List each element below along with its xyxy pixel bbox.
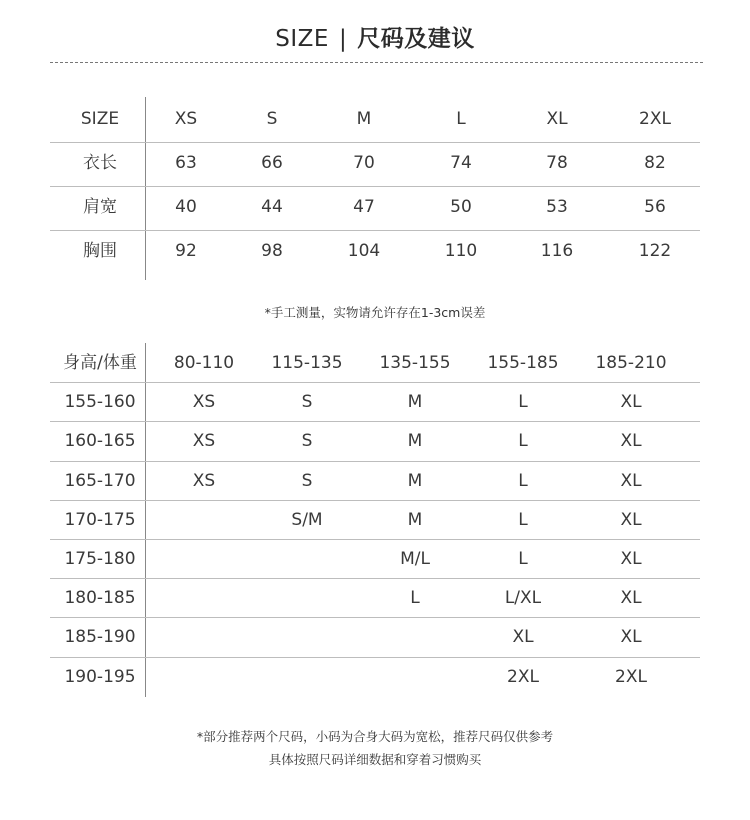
recommended-size: L/XL xyxy=(504,588,542,609)
height-range: 155-160 xyxy=(64,392,136,413)
recommendation-row xyxy=(50,421,700,460)
measurement-value: 74 xyxy=(450,153,472,173)
recommended-size xyxy=(365,617,465,656)
height-range: 175-180 xyxy=(64,549,136,569)
recommendation-header xyxy=(50,343,700,382)
measurement-note: *手工测量，实物请允许存在1-3cm误差 xyxy=(264,305,486,320)
recommendation-row xyxy=(50,500,700,539)
height-range: 165-170 xyxy=(64,470,136,491)
size-label: M xyxy=(356,109,372,129)
measurement-value: 110 xyxy=(444,241,478,261)
measurement-value: 56 xyxy=(644,197,666,217)
measurement-name: 衣长 xyxy=(83,153,117,173)
height-range: 190-195 xyxy=(64,666,136,687)
measurement-value: 40 xyxy=(175,197,197,217)
recommended-size: S/M xyxy=(291,509,323,530)
measurement-value: 116 xyxy=(540,241,574,261)
recommendation-row xyxy=(50,578,700,617)
recommended-size xyxy=(257,657,357,696)
measurement-value: 44 xyxy=(261,197,283,217)
size-label: XL xyxy=(546,109,568,129)
page-title xyxy=(0,20,750,53)
weight-range: 185-210 xyxy=(595,353,667,373)
recommended-size xyxy=(156,500,252,539)
recommended-size: XL xyxy=(620,392,642,413)
size-table-row xyxy=(50,141,700,185)
recommended-size: M xyxy=(407,392,423,413)
recommended-size: L xyxy=(518,509,528,530)
size-table-header xyxy=(50,97,700,141)
height-weight-label: 身高/体重 xyxy=(63,353,137,373)
measurement-value: 47 xyxy=(353,197,375,217)
recommended-size: XL xyxy=(620,470,642,491)
recommended-size: L xyxy=(410,588,420,609)
recommended-size: S xyxy=(301,431,313,452)
recommended-size: L xyxy=(518,470,528,491)
size-label: 2XL xyxy=(639,109,671,129)
recommended-size: XL xyxy=(620,549,642,569)
recommended-size: XL xyxy=(620,627,642,648)
dotted-divider xyxy=(50,62,703,63)
measurement-value: 104 xyxy=(347,241,381,261)
recommended-size xyxy=(257,578,357,617)
recommended-size: XL xyxy=(620,431,642,452)
measurement-value: 82 xyxy=(644,153,666,173)
recommendation-row xyxy=(50,461,700,500)
recommendation-row xyxy=(50,617,700,656)
recommended-size: L xyxy=(518,431,528,452)
measurement-name: 胸围 xyxy=(83,241,117,261)
size-label: XS xyxy=(174,109,198,129)
measurement-value: 70 xyxy=(353,153,375,173)
recommended-size xyxy=(156,617,252,656)
recommendation-row xyxy=(50,382,700,421)
recommended-size: S xyxy=(301,470,313,491)
recommended-size: XL xyxy=(620,588,642,609)
measurement-value: 98 xyxy=(261,241,283,261)
weight-range: 80-110 xyxy=(173,353,235,373)
recommended-size: M/L xyxy=(400,549,430,569)
footnote-line-1: *部分推荐两个尺码，小码为合身大码为宽松，推荐尺码仅供参考 xyxy=(196,729,554,744)
size-table-row xyxy=(50,185,700,229)
title-separator: | xyxy=(338,26,348,52)
recommended-size xyxy=(257,617,357,656)
recommended-size: L xyxy=(518,549,528,569)
measurement-value: 53 xyxy=(546,197,568,217)
recommended-size: 2XL xyxy=(615,666,647,687)
recommended-size xyxy=(365,657,465,696)
recommended-size: XL xyxy=(512,627,534,648)
recommended-size: M xyxy=(407,509,423,530)
measurement-value: 92 xyxy=(175,241,197,261)
recommended-size: XL xyxy=(620,509,642,530)
height-range: 170-175 xyxy=(64,509,136,530)
size-label: S xyxy=(266,109,278,129)
height-range: 180-185 xyxy=(64,588,136,609)
recommended-size: S xyxy=(301,392,313,413)
title-zh: 尺码及建议 xyxy=(357,26,475,52)
recommended-size xyxy=(156,539,252,578)
recommended-size xyxy=(257,539,357,578)
recommendation-row xyxy=(50,657,700,696)
recommended-size xyxy=(156,657,252,696)
recommended-size: 2XL xyxy=(507,666,539,687)
header-label: SIZE xyxy=(80,109,120,129)
size-table-row xyxy=(50,229,700,273)
measurement-value: 50 xyxy=(450,197,472,217)
recommended-size: XS xyxy=(192,431,216,452)
measurement-value: 122 xyxy=(638,241,672,261)
size-label: L xyxy=(456,109,466,129)
weight-range: 115-135 xyxy=(271,353,343,373)
weight-range: 135-155 xyxy=(379,353,451,373)
measurement-value: 63 xyxy=(175,153,197,173)
recommended-size: M xyxy=(407,470,423,491)
height-range: 160-165 xyxy=(64,431,136,452)
recommended-size: XS xyxy=(192,392,216,413)
recommended-size: XS xyxy=(192,470,216,491)
weight-range: 155-185 xyxy=(487,353,559,373)
height-range: 185-190 xyxy=(64,627,136,648)
recommended-size: L xyxy=(518,392,528,413)
measurement-name: 肩宽 xyxy=(83,197,117,217)
measurement-value: 78 xyxy=(546,153,568,173)
recommended-size: M xyxy=(407,431,423,452)
title-en: SIZE xyxy=(275,26,329,52)
recommendation-row xyxy=(50,539,700,578)
recommended-size xyxy=(156,578,252,617)
measurement-value: 66 xyxy=(261,153,283,173)
footnote-line-2: 具体按照尺码详细数据和穿着习惯购买 xyxy=(268,752,482,767)
